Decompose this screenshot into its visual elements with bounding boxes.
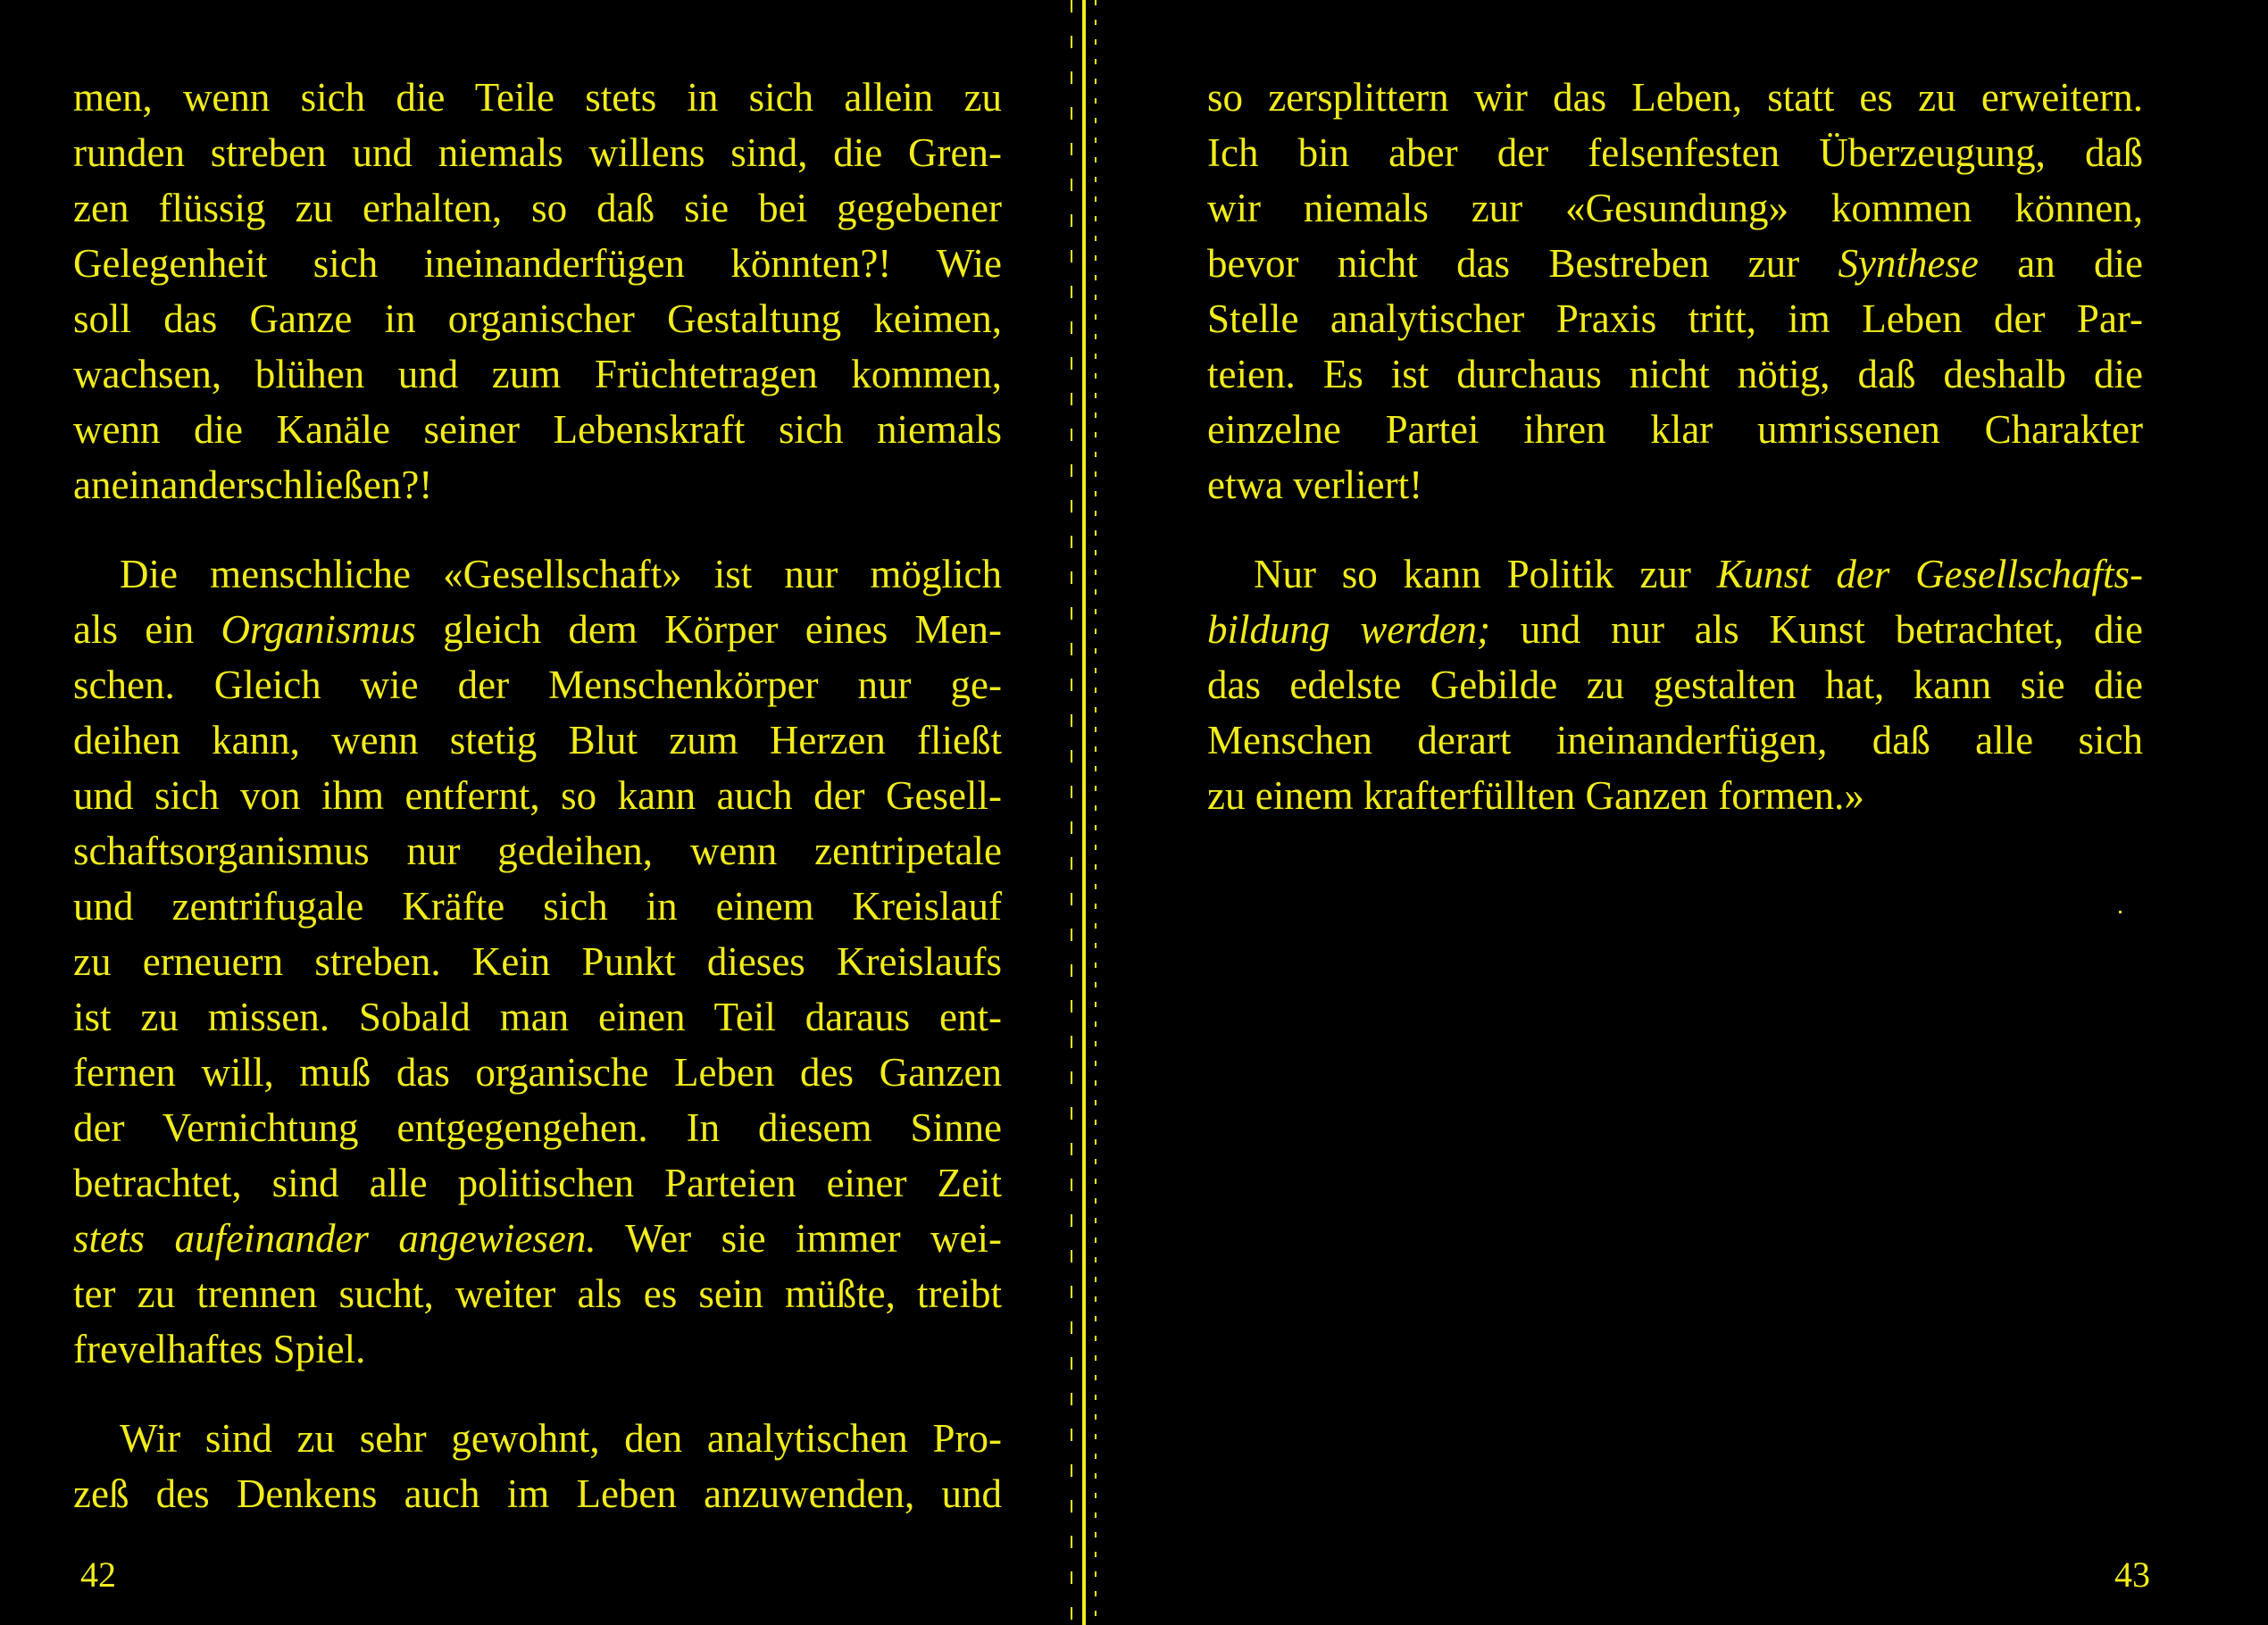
text-line: ter zu trennen sucht, weiter als es sein müßte, treibt — [73, 1271, 1002, 1316]
text-run: und nur als Kunst betrachtet, die — [1490, 607, 2143, 652]
text-line: Wir sind zu sehr gewohnt, den analytischen Pro- — [120, 1416, 1002, 1461]
text-line: ist zu missen. Sobald man einen Teil daraus ent- — [73, 995, 1002, 1039]
text-run: gleich dem Körper eines Men- — [415, 607, 1002, 652]
text-line: teien. Es ist durchaus nicht nötig, daß deshalb die — [1207, 352, 2143, 396]
left-page — [0, 0, 1063, 1625]
text-line — [1207, 602, 2143, 657]
text-run: an die — [1978, 241, 2143, 286]
text-line: zen flüssig zu erhalten, so daß sie bei gegebener — [73, 186, 1002, 230]
gutter-shadow — [1071, 0, 1072, 1625]
text-line: und sich von ihm entfernt, so kann auch der Gesell- — [73, 773, 1002, 818]
text-line: Gelegenheit sich ineinanderfügen könnten?! Wie — [73, 241, 1002, 286]
right-page — [1107, 0, 2268, 1625]
emphasis-text: Synthese — [1838, 241, 1979, 286]
text-line: schaftsorganismus nur gedeihen, wenn zentripetale — [73, 829, 1002, 873]
text-line: Stelle analytischer Praxis tritt, im Leben der Par- — [1207, 296, 2143, 341]
text-line: aneinanderschließen?! — [73, 462, 433, 507]
gutter-shadow — [1095, 0, 1096, 1625]
text-line: deihen kann, wenn stetig Blut zum Herzen fließt — [73, 718, 1002, 762]
text-line: und zentrifugale Kräfte sich in einem Kreislauf — [73, 884, 1002, 929]
text-line: einzelne Partei ihren klar umrissenen Charakter — [1207, 407, 2143, 452]
emphasis-text: Organismus — [221, 607, 416, 652]
right-page-text — [1207, 70, 2143, 823]
text-line: so zersplittern wir das Leben, statt es zu erweitern. — [1207, 75, 2143, 120]
text-run: bevor nicht das Bestreben zur — [1207, 241, 1839, 286]
text-run: Wer sie immer wei- — [596, 1216, 1002, 1261]
text-line — [73, 602, 1002, 657]
text-line: betrachtet, sind alle politischen Parteien einer Zeit — [73, 1161, 1002, 1205]
text-run: als ein — [73, 607, 221, 652]
text-run: Nur so kann Politik zur — [1254, 552, 1717, 596]
text-line: wachsen, blühen und zum Früchtetragen kommen, — [73, 352, 1002, 396]
text-line: Die menschliche «Gesellschaft» ist nur möglich — [120, 552, 1002, 596]
text-line — [73, 1211, 1002, 1266]
text-line: soll das Ganze in organischer Gestaltung keimen, — [73, 296, 1002, 341]
text-line: schen. Gleich wie der Menschenkörper nur ge- — [73, 662, 1002, 707]
page-number: 42 — [80, 1554, 116, 1595]
book-gutter — [1063, 0, 1107, 1625]
text-line — [1207, 236, 2143, 291]
text-line: runden streben und niemals willens sind, die Gren- — [73, 130, 1002, 175]
text-line: wenn die Kanäle seiner Lebenskraft sich niemals — [73, 407, 1002, 452]
text-line: der Vernichtung entgegengehen. In diesem Sinne — [73, 1105, 1002, 1150]
text-line: das edelste Gebilde zu gestalten hat, kann sie die — [1207, 662, 2143, 707]
text-line: men, wenn sich die Teile stets in sich allein zu — [73, 75, 1002, 120]
text-line: zeß des Denkens auch im Leben anzuwenden, und — [73, 1471, 1002, 1516]
text-line: wir niemals zur «Gesundung» kommen können, — [1207, 186, 2143, 230]
text-line — [1207, 546, 2143, 602]
text-line: zu erneuern streben. Kein Punkt dieses Kreislaufs — [73, 939, 1002, 984]
emphasis-text: bildung werden; — [1207, 607, 1491, 652]
text-line: frevelhaftes Spiel. — [73, 1327, 366, 1371]
print-speck — [2119, 911, 2122, 913]
text-line: fernen will, muß das organische Leben des Ganzen — [73, 1050, 1002, 1095]
text-line: etwa verliert! — [1207, 462, 1423, 507]
emphasis-text: Kunst der Gesellschafts- — [1716, 552, 2144, 596]
left-page-text — [73, 70, 1002, 1521]
text-line: Ich bin aber der felsenfesten Überzeugung, daß — [1207, 130, 2143, 175]
gutter-shadow — [1082, 0, 1086, 1625]
text-line: Menschen derart ineinanderfügen, daß alle sich — [1207, 718, 2143, 762]
emphasis-text: stets aufeinander angewiesen. — [73, 1216, 596, 1261]
page-number: 43 — [2114, 1554, 2150, 1595]
text-line: zu einem krafterfüllten Ganzen formen.» — [1207, 773, 1864, 818]
